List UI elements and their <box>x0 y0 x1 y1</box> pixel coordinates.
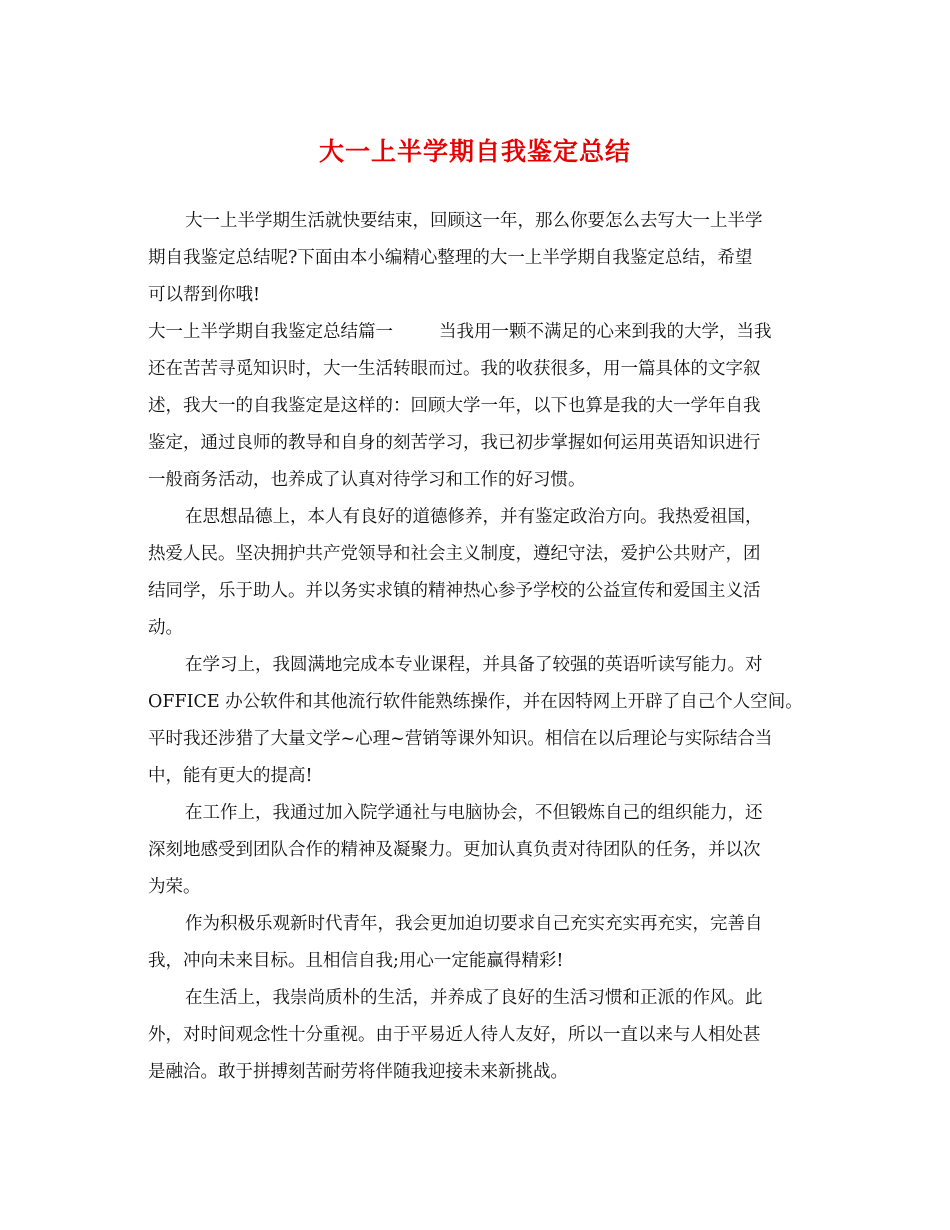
paragraph-line: 外，对时间观念性十分重视。由于平易近人待人友好，所以一直以来与人相处甚 <box>148 1025 761 1045</box>
paragraph-line: 一般商务活动，也养成了认真对待学习和工作的好习惯。 <box>148 470 586 490</box>
section-heading: 大一上半学期自我鉴定总结篇一 <box>148 322 393 342</box>
paragraph-line: 为荣。 <box>148 877 201 897</box>
paragraph-line: 述，我大一的自我鉴定是这样的：回顾大学一年，以下也算是我的大一学年自我 <box>148 396 761 416</box>
paragraph-line: OFFICE 办公软件和其他流行软件能熟练操作，并在因特网上开辟了自己个人空间。 <box>148 692 803 712</box>
paragraph-line: 是融洽。敢于拼搏刻苦耐劳将伴随我迎接未来新挑战。 <box>148 1062 568 1082</box>
paragraph-line: 可以帮到你哦! <box>148 285 261 305</box>
paragraph-line: 平时我还涉猎了大量文学~心理~营销等课外知识。相信在以后理论与实际结合当 <box>148 729 773 749</box>
paragraph-line: 深刻地感受到团队合作的精神及凝聚力。更加认真负责对待团队的任务，并以次 <box>148 840 761 860</box>
document-body <box>148 203 803 1091</box>
paragraph-line: 鉴定，通过良师的教导和自身的刻苦学习，我已初步掌握如何运用英语知识进行 <box>148 433 761 453</box>
paragraph-line: 动。 <box>148 618 183 638</box>
paragraph-line: 热爱人民。坚决拥护共产党领导和社会主义制度，遵纪守法，爱护公共财产，团 <box>148 544 761 564</box>
paragraph-line: 在生活上，我崇尚质朴的生活，并养成了良好的生活习惯和正派的作风。此 <box>185 988 763 1008</box>
paragraph-line: 结同学，乐于助人。并以务实求镇的精神热心参予学校的公益宣传和爱国主义活 <box>148 581 761 601</box>
paragraph-line: 中，能有更大的提高! <box>148 766 313 786</box>
paragraph-line: 作为积极乐观新时代青年，我会更加迫切要求自己充实充实再充实，完善自 <box>185 914 763 934</box>
paragraph-line: 在思想品德上，本人有良好的道德修养，并有鉴定政治方向。我热爱祖国， <box>185 507 763 527</box>
paragraph-line: 大一上半学期生活就快要结束，回顾这一年，那么你要怎么去写大一上半学 <box>185 211 763 231</box>
document-title: 大一上半学期自我鉴定总结 <box>318 137 631 166</box>
section-heading-line <box>148 314 803 351</box>
paragraph-line: 还在苦苦寻觅知识时，大一生活转眼而过。我的收获很多，用一篇具体的文字叙 <box>148 359 761 379</box>
paragraph-line: 我，冲向未来目标。且相信自我;用心一定能赢得精彩! <box>148 951 564 971</box>
paragraph-line: 在工作上，我通过加入院学通社与电脑协会，不但锻炼自己的组织能力，还 <box>185 803 763 823</box>
section-heading-continuation: 当我用一颗不满足的心来到我的大学，当我 <box>439 322 772 342</box>
paragraph-line: 期自我鉴定总结呢?下面由本小编精心整理的大一上半学期自我鉴定总结，希望 <box>148 248 753 268</box>
paragraph-line: 在学习上，我圆满地完成本专业课程，并具备了较强的英语听读写能力。对 <box>185 655 763 675</box>
